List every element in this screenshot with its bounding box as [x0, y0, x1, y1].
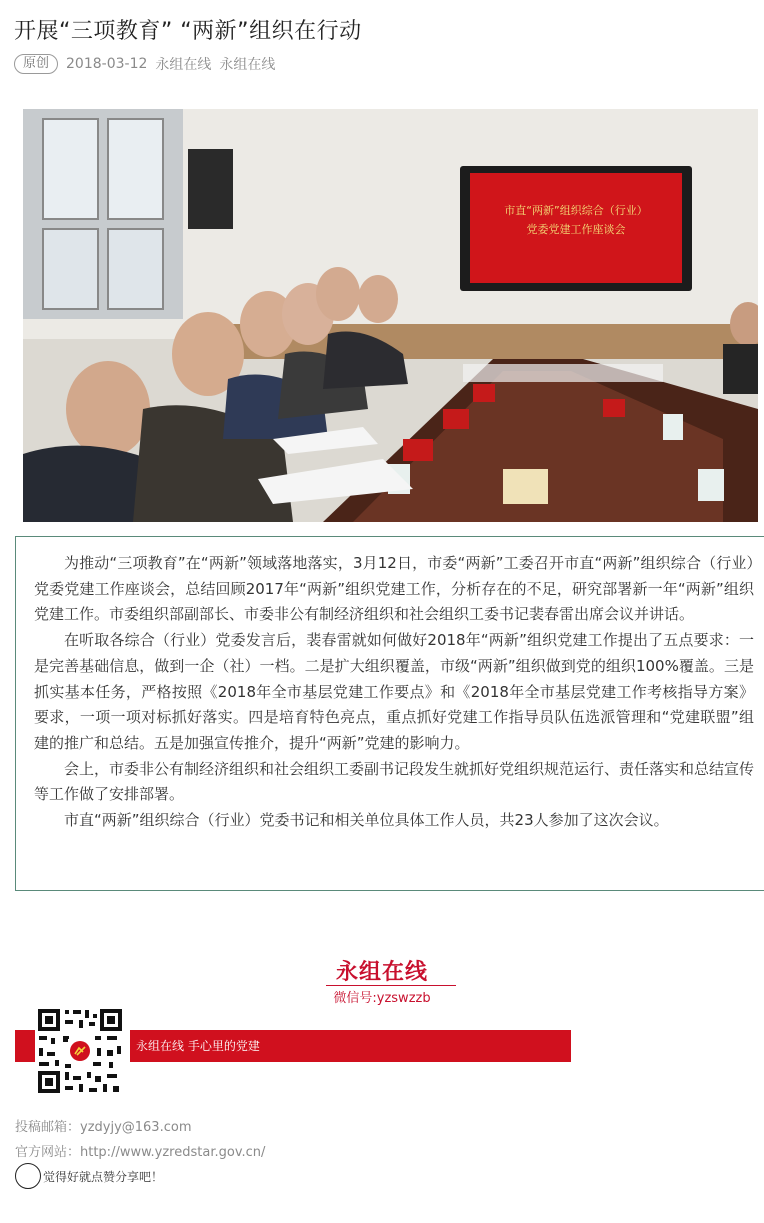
meeting-photo-illustration: [23, 109, 758, 522]
slogan-text: 永组在线 手心里的党建: [136, 1039, 260, 1053]
share-prompt-text: 觉得好就点赞分享吧！: [43, 1169, 164, 1184]
slogan-bar-left: [15, 1030, 35, 1062]
article-title: 开展“三项教育” “两新”组织在行动: [14, 19, 362, 44]
screen-line1: 市直“两新”组织综合（行业）: [504, 204, 648, 217]
screen-line2: 党委党建工作座谈会: [526, 223, 626, 236]
share-prompt: [15, 1163, 163, 1189]
article-paragraph: 会上，市委非公有制经济组织和社会组织工委副书记段发生就抓好党组织规范运行、责任落实和总结宣传等工作做了安排部署。: [34, 759, 755, 804]
slogan-bar: [130, 1030, 571, 1062]
brand-name: 永组在线: [335, 960, 428, 985]
qr-code-icon[interactable]: [35, 1006, 125, 1096]
original-badge: 原创: [14, 54, 58, 74]
like-circle-icon[interactable]: [15, 1163, 41, 1189]
submission-email: 投稿邮箱：yzdyjy@163.com: [15, 1120, 192, 1135]
publish-date: 2018-03-12: [66, 56, 148, 72]
author-name: 永组在线: [155, 57, 212, 73]
article-paragraph: 为推动“三项教育”在“两新”领域落地落实，3月12日，市委“两新”工委召开市直“两新”组织综合（行业）党委党建工作座谈会，总结回顾2017年“两新”组织党建工作，分析存在的不足，研究部署新一年“两新”组织党建工作。市委组织部副部长、市委非公有制经济组织和社会组织工委书记裴春雷出席会议并讲话。: [34, 554, 754, 624]
article-paragraph: 在听取各综合（行业）党委发言后，裴春雷就如何做好2018年“两新”组织党建工作提出了五点要求：一是完善基础信息，做到一企（社）一档。二是扩大组织覆盖，市级“两新”组织做到党的组织100%覆盖。三是抓实基本任务，严格按照《2018年全市基层党建工作要点》和《2018年全市基层党建工作考核指导方案》要求，一项一项对标抓好落实。四是培育特色亮点，重点抓好党建工作指导员队伍选派管理和“党建联盟”组建的推广和总结。五是加强宣传推介，提升“两新”党建的影响力。: [34, 631, 754, 752]
brand-divider: [326, 985, 456, 986]
article-meta: [14, 54, 275, 74]
wechat-id: 微信号:yzswzzb: [333, 991, 431, 1006]
article-paragraph: 市直“两新”组织综合（行业）党委书记和相关单位具体工作人员，共23人参加了这次会议。: [64, 811, 669, 830]
official-website[interactable]: 官方网站：http://www.yzredstar.gov.cn/: [15, 1145, 266, 1160]
account-link[interactable]: 永组在线: [219, 57, 276, 73]
meeting-photo: [23, 109, 758, 522]
article-body: [15, 536, 764, 891]
